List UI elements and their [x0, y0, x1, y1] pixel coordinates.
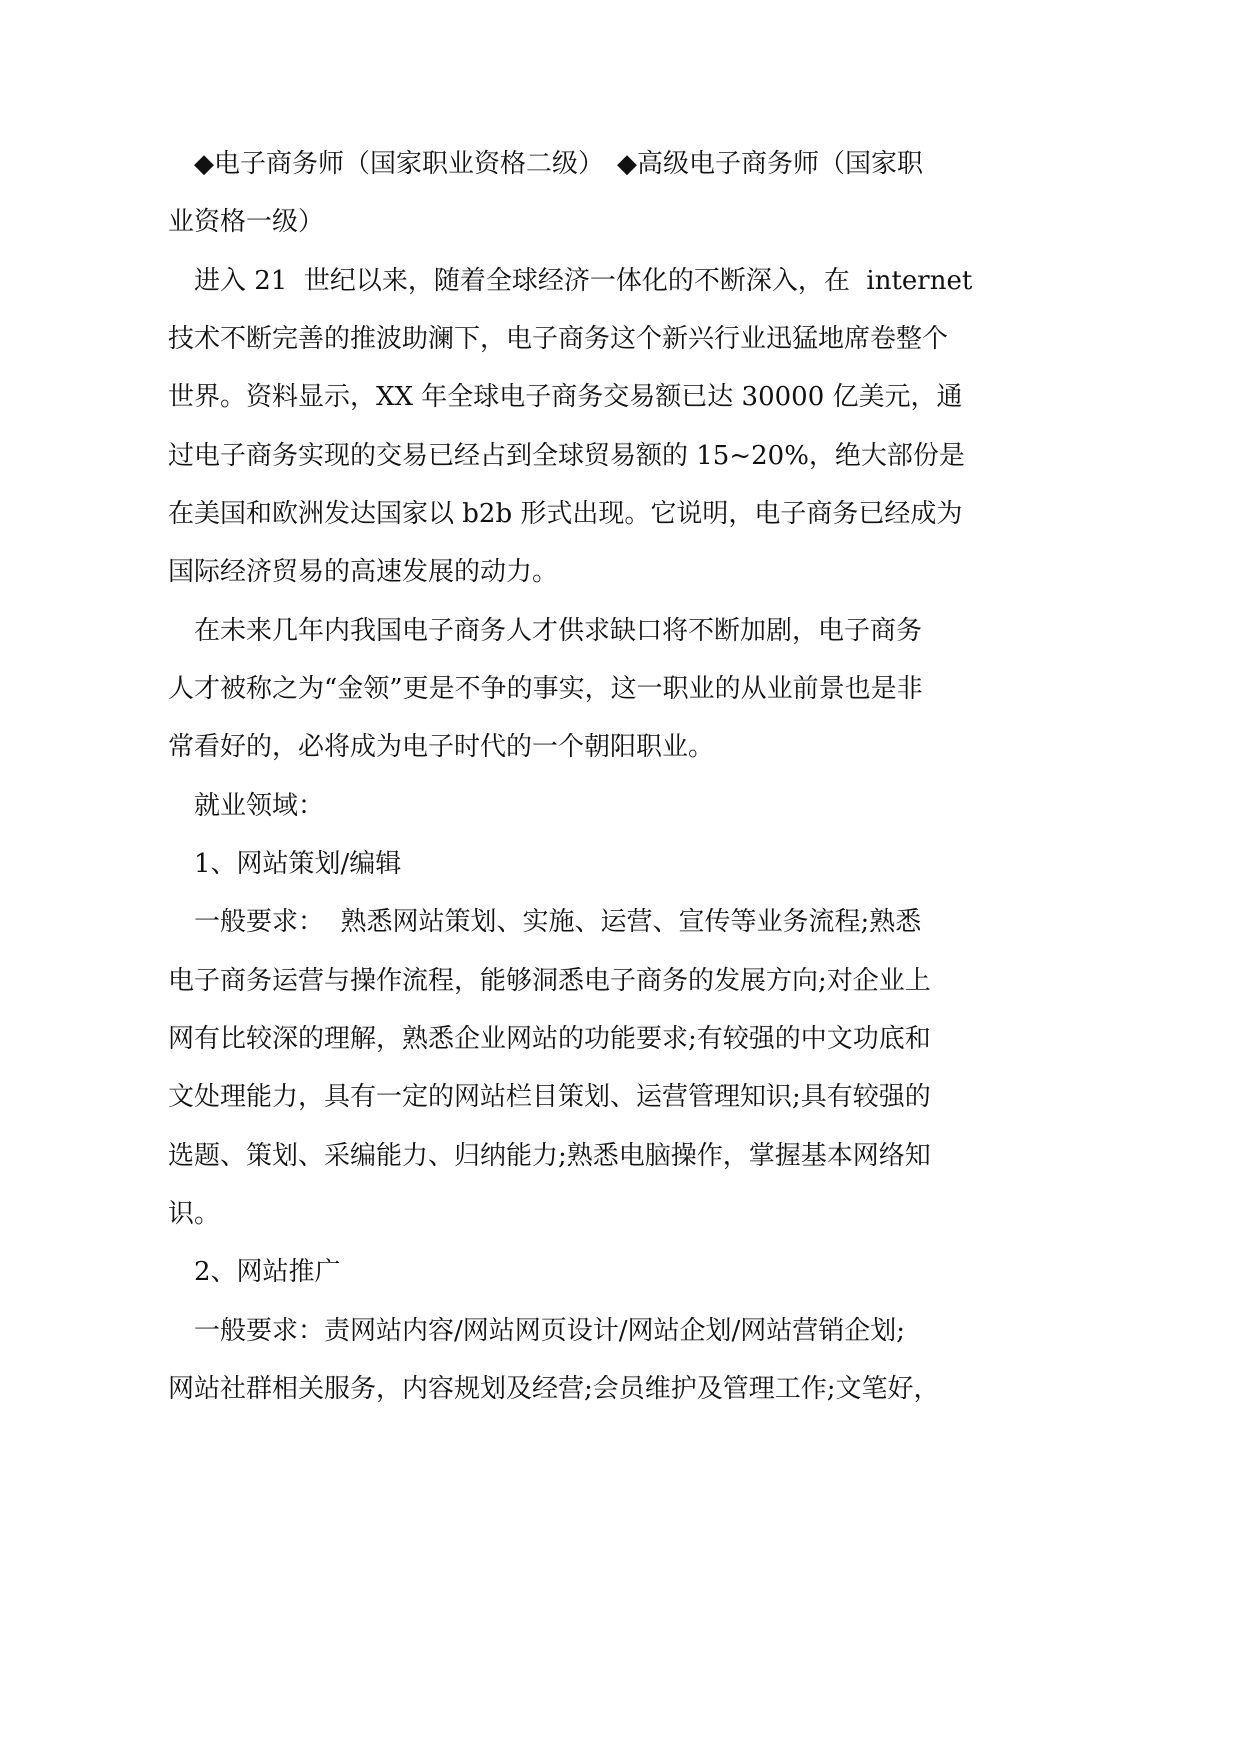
paragraph-line: 在未来几年内我国电子商务人才供求缺口将不断加剧，电子商务 — [168, 616, 923, 646]
paragraph-line: 网有比较深的理解，熟悉企业网站的功能要求;有较强的中文功底和 — [168, 1024, 931, 1054]
item-heading: 1、网站策划/编辑 — [168, 849, 402, 879]
paragraph-line: 技术不断完善的推波助澜下，电子商务这个新兴行业迅猛地席卷整个 — [168, 324, 949, 354]
paragraph-line: 选题、策划、采编能力、归纳能力;熟悉电脑操作，掌握基本网络知 — [168, 1141, 931, 1171]
paragraph-line: 业资格一级） — [168, 207, 325, 237]
paragraph-line: 常看好的，必将成为电子时代的一个朝阳职业。 — [168, 732, 715, 762]
paragraph-line: 进入 21 世纪以来，随着全球经济一体化的不断深入，在 internet — [168, 266, 973, 296]
paragraph-line: 网站社群相关服务，内容规划及经营;会员维护及管理工作;文笔好， — [168, 1374, 940, 1404]
paragraph-line: 在美国和欧洲发达国家以 b2b 形式出现。它说明，电子商务已经成为 — [168, 499, 963, 529]
paragraph-line: 国际经济贸易的高速发展的动力。 — [168, 557, 559, 587]
section-heading: 就业领域： — [168, 791, 325, 821]
paragraph-line: 识。 — [168, 1199, 221, 1229]
paragraph-line: 一般要求： 熟悉网站策划、实施、运营、宣传等业务流程;熟悉 — [168, 907, 922, 937]
paragraph-line: 电子商务运营与操作流程，能够洞悉电子商务的发展方向;对企业上 — [168, 966, 931, 996]
item-heading: 2、网站推广 — [168, 1257, 341, 1287]
paragraph-line: 文处理能力，具有一定的网站栏目策划、运营管理知识;具有较强的 — [168, 1082, 931, 1112]
paragraph-line: 世界。资料显示，XX 年全球电子商务交易额已达 30000 亿美元，通 — [168, 382, 963, 412]
paragraph-line: 人才被称之为“金领”更是不争的事实，这一职业的从业前景也是非 — [168, 674, 923, 704]
paragraph-line: 过电子商务实现的交易已经占到全球贸易额的 15~20%，绝大部份是 — [168, 441, 965, 471]
paragraph-line: ◆电子商务师（国家职业资格二级） ◆高级电子商务师（国家职 — [168, 149, 923, 179]
paragraph-line: 一般要求：责网站内容/网站网页设计/网站企划/网站营销企划; — [168, 1316, 906, 1346]
